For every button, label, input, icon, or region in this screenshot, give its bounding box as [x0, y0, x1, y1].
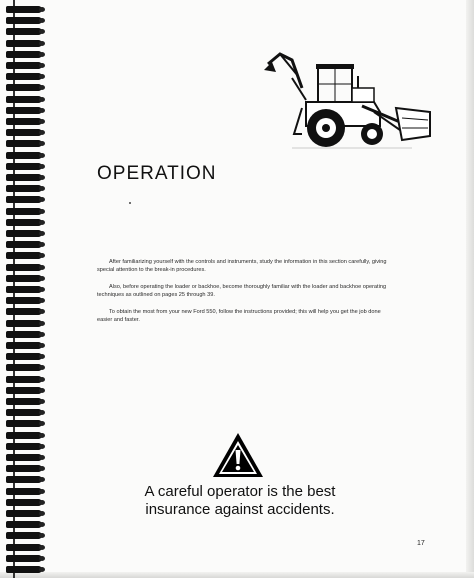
page-edge-shadow-right	[466, 0, 474, 578]
binding-coil	[6, 454, 42, 461]
binding-coil	[6, 510, 42, 517]
binding-coil	[6, 163, 42, 170]
binding-coil	[6, 208, 42, 215]
binding-coil	[6, 364, 42, 371]
binding-coil	[6, 84, 42, 91]
binding-coil	[6, 230, 42, 237]
binding-coil	[6, 275, 42, 282]
binding-coil	[6, 51, 42, 58]
binding-coil	[6, 264, 42, 271]
binding-coil	[6, 152, 42, 159]
binding-coil	[6, 6, 42, 13]
binding-coil	[6, 432, 42, 439]
page-edge-shadow-bottom	[0, 572, 474, 578]
binding-coil	[6, 174, 42, 181]
binding-coil	[6, 443, 42, 450]
binding-coil	[6, 387, 42, 394]
binding-coil	[6, 252, 42, 259]
paragraph-intro: After familiarizing yourself with the controls and instruments, study the information in this section carefully, giving special attention to the break-in procedures.	[97, 259, 387, 273]
binding-coil	[6, 118, 42, 125]
binding-coil	[6, 320, 42, 327]
binding-coil	[6, 308, 42, 315]
binding-coil	[6, 331, 42, 338]
binding-coil	[6, 488, 42, 495]
tractor-backhoe-loader-illustration	[262, 48, 434, 152]
binding-coil	[6, 420, 42, 427]
binding-coil	[6, 286, 42, 293]
binding-coil	[6, 566, 42, 573]
paragraph-loader-backhoe: Also, before operating the loader or backhoe, become thoroughly familiar with the loader and backhoe operating techniques as outlined on pages 25 through 39.	[97, 284, 387, 298]
body-text	[97, 259, 397, 335]
binding-coil	[6, 17, 42, 24]
stray-mark	[129, 202, 131, 204]
binding-coil	[6, 532, 42, 539]
binding-coil	[6, 28, 42, 35]
binding-coil	[6, 376, 42, 383]
binding-coil	[6, 409, 42, 416]
binding-coil	[6, 398, 42, 405]
binding-coil	[6, 555, 42, 562]
binding-coil	[6, 465, 42, 472]
paragraph-ford-550: To obtain the most from your new Ford 550, follow the instructions provided; this will help you get the job done easier and faster.	[97, 309, 381, 323]
binding-coil	[6, 129, 42, 136]
safety-slogan	[90, 483, 390, 519]
binding-coil	[6, 219, 42, 226]
slogan-line-1: A careful operator is the best	[144, 483, 336, 500]
binding-coil	[6, 521, 42, 528]
binding-coil	[6, 499, 42, 506]
binding-coil	[6, 96, 42, 103]
binding-coil	[6, 353, 42, 360]
binding-coil	[6, 62, 42, 69]
binding-coil	[6, 476, 42, 483]
binding-coil	[6, 297, 42, 304]
binding-coil	[6, 73, 42, 80]
binding-coil	[6, 342, 42, 349]
spiral-binding	[0, 0, 48, 578]
warning-triangle-icon	[212, 432, 264, 478]
slogan-line-2: insurance against accidents.	[145, 501, 335, 518]
binding-coil	[6, 140, 42, 147]
binding-coil	[6, 185, 42, 192]
section-heading: OPERATION	[97, 163, 217, 184]
binding-coil	[6, 241, 42, 248]
binding-coil	[6, 107, 42, 114]
binding-coil	[6, 40, 42, 47]
binding-coil	[6, 544, 42, 551]
binding-coil	[6, 196, 42, 203]
page-number: 17	[417, 540, 425, 547]
